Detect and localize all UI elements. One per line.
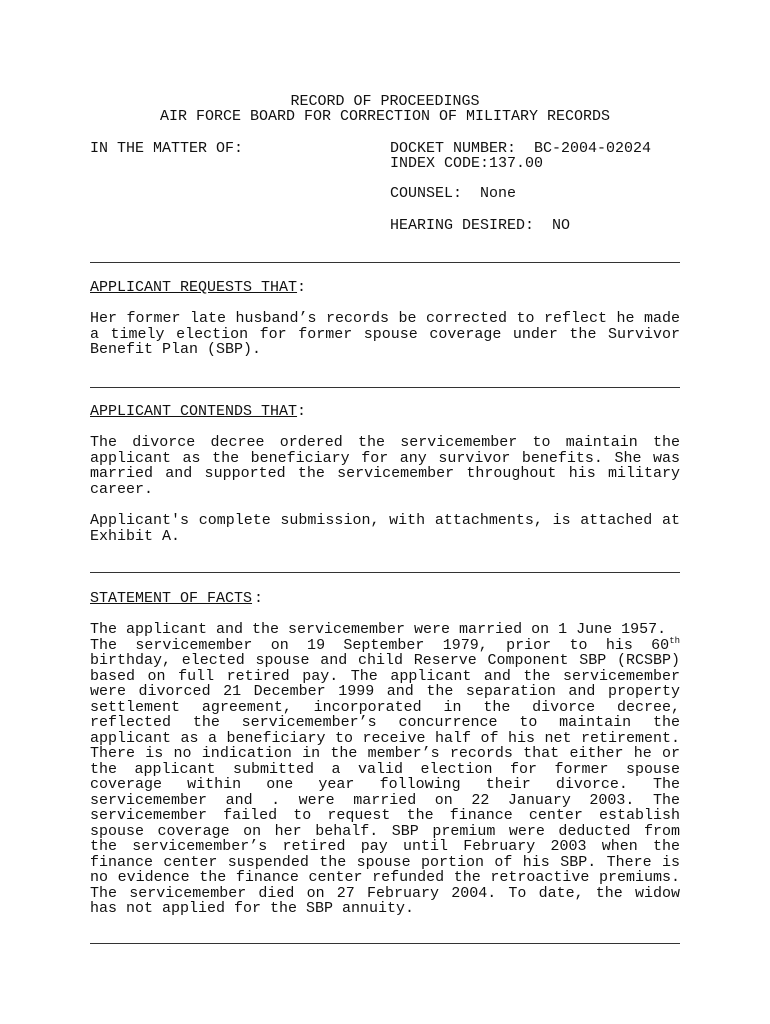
text-line: the servicemember’s retired pay until February 2003 when the xyxy=(90,838,680,855)
text-line: no evidence the finance center refunded the retroactive premiums. xyxy=(90,869,680,886)
matter-label: IN THE MATTER OF: xyxy=(90,140,244,157)
index-code: INDEX CODE:137.00 xyxy=(390,155,544,172)
text-line: Her former late husband’s records be corrected to reflect he made xyxy=(90,310,680,327)
text-line: based on full retired pay. The applicant and the servicemember xyxy=(90,667,680,685)
text-line: applicant as a beneficiary to receive half of his net retirement. xyxy=(90,729,680,747)
document-subtitle: AIR FORCE BOARD FOR CORRECTION OF MILITARY RECORDS xyxy=(159,108,611,125)
colon: : xyxy=(297,403,307,420)
colon: : xyxy=(297,279,307,296)
contends-heading: APPLICANT CONTENDS THAT xyxy=(90,403,298,420)
facts-heading: STATEMENT OF FACTS xyxy=(90,590,253,607)
text-line: The servicemember died on 27 February 2004. To date, the widow xyxy=(90,884,680,902)
exhibit-paragraph xyxy=(90,513,680,544)
text-line: The servicemember on 19 September 1979, prior to his 60th xyxy=(90,635,680,654)
counsel: COUNSEL: None xyxy=(390,185,517,202)
hearing-desired: HEARING DESIRED: NO xyxy=(390,217,571,234)
requests-heading: APPLICANT REQUESTS THAT xyxy=(90,279,298,296)
requests-paragraph xyxy=(90,311,680,358)
text-line: spouse coverage on her behalf. SBP premium were deducted from xyxy=(90,822,680,840)
text-line: applicant as the beneficiary for any survivor benefits. She was xyxy=(90,449,680,467)
text-line: a timely election for former spouse coverage under the Survivor xyxy=(90,325,680,343)
divider xyxy=(90,572,680,573)
text-line: were divorced 21 December 1999 and the separation and property xyxy=(90,683,680,700)
divider xyxy=(90,387,680,388)
text-line: Exhibit A. xyxy=(90,527,181,545)
text-line: Benefit Plan (SBP). xyxy=(90,341,262,358)
colon: : xyxy=(254,590,264,607)
divider xyxy=(90,262,680,263)
text-line: settlement agreement, incorporated in the divorce decree, xyxy=(90,698,680,716)
text-line: finance center suspended the spouse portion of his SBP. There is xyxy=(90,853,680,871)
docket-number: DOCKET NUMBER: BC-2004-02024 xyxy=(390,140,652,157)
divider xyxy=(90,943,680,944)
text-line: Applicant's complete submission, with attachments, is attached at xyxy=(90,512,680,529)
text-line: The applicant and the servicemember were married on 1 June 1957. xyxy=(90,621,667,638)
text-line: birthday, elected spouse and child Reserve Component SBP (RCSBP) xyxy=(90,652,680,669)
text-line: coverage within one year following their divorce. The xyxy=(90,776,680,793)
document-title: RECORD OF PROCEEDINGS xyxy=(290,93,480,110)
text-line: married and supported the servicemember throughout his military xyxy=(90,465,680,482)
text-line: servicemember failed to request the finance center establish xyxy=(90,807,680,824)
contends-paragraph xyxy=(90,435,680,497)
facts-paragraph xyxy=(90,622,680,917)
text-line: The divorce decree ordered the servicemember to maintain the xyxy=(90,434,680,451)
text-line: reflected the servicemember’s concurrence to maintain the xyxy=(90,714,680,731)
text-line: There is no indication in the member’s records that either he or xyxy=(90,745,680,762)
text-line: the applicant submitted a valid election for former spouse xyxy=(90,760,680,778)
text-line: career. xyxy=(90,480,154,498)
text-line: servicemember and . were married on 22 January 2003. The xyxy=(90,791,680,809)
text-line: has not applied for the SBP annuity. xyxy=(90,900,415,917)
